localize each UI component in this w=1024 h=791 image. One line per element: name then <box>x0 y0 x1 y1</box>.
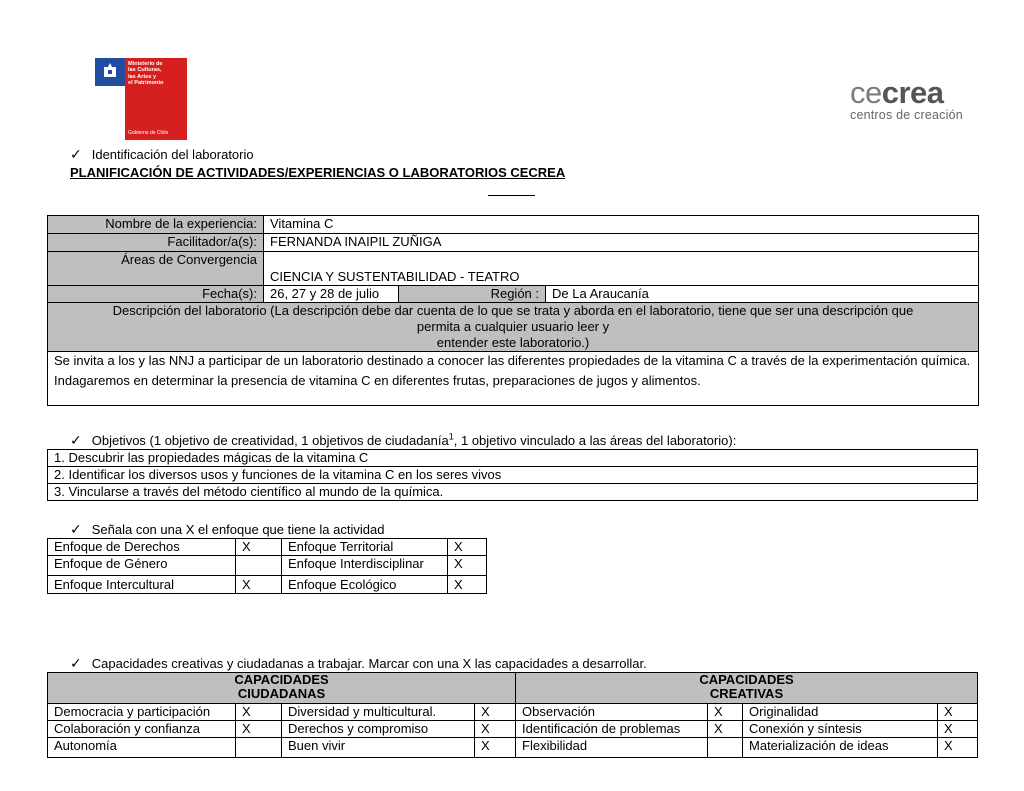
approach-heading: ✓ Señala con una X el enfoque que tiene la actividad <box>70 521 385 537</box>
areas-label: Áreas de Convergencia <box>48 252 264 286</box>
title-underline <box>488 195 535 196</box>
capacity-name: Materialización de ideas <box>743 738 938 758</box>
capacity-mark: X <box>475 738 516 758</box>
approach-name: Enfoque Interdisciplinar <box>282 556 448 576</box>
capacities-table <box>47 672 978 758</box>
capacity-name: Colaboración y confianza <box>48 721 236 738</box>
region-label: Región : <box>399 286 546 303</box>
approach-mark: X <box>448 556 487 576</box>
approach-mark: X <box>236 539 282 556</box>
checkmark-icon: ✓ <box>70 655 82 671</box>
region-value: De La Araucanía <box>546 286 979 303</box>
capacity-name: Buen vivir <box>282 738 475 758</box>
capacity-name: Observación <box>516 704 708 721</box>
date-label: Fecha(s): <box>48 286 264 303</box>
approach-name: Enfoque Territorial <box>282 539 448 556</box>
objective-item: 3. Vincularse a través del método científico al mundo de la química. <box>48 484 978 501</box>
capacity-mark: X <box>938 721 978 738</box>
facilitator-label: Facilitador/a(s): <box>48 234 264 252</box>
checkmark-icon: ✓ <box>70 146 82 162</box>
date-value: 26, 27 y 28 de julio <box>264 286 399 303</box>
approach-name: Enfoque Ecológico <box>282 576 448 594</box>
capacity-mark: X <box>475 721 516 738</box>
checkmark-icon: ✓ <box>70 521 82 537</box>
areas-value: CIENCIA Y SUSTENTABILIDAD - TEATRO <box>264 252 979 286</box>
approach-name: Enfoque Intercultural <box>48 576 236 594</box>
objectives-heading: ✓ Objetivos (1 objetivo de creatividad, 1 objetivos de ciudadanía$^1$, 1 objetivo vinculado a las áreas del laboratorio): <box>70 431 737 448</box>
capacity-name: Originalidad <box>743 704 938 721</box>
approach-mark <box>236 556 282 576</box>
coat-of-arms-icon <box>101 63 119 81</box>
facilitator-value: FERNANDA INAIPIL ZUÑIGA <box>264 234 979 252</box>
capacity-name: Flexibilidad <box>516 738 708 758</box>
description-label: Descripción del laboratorio (La descripción debe dar cuenta de lo que se trata y aborda en el laboratorio, tiene que ser una descripción que permita a cualquier usuario leer y entender este laboratorio.) <box>48 303 979 352</box>
citizen-capacities-header: CAPACIDADES CIUDADANAS <box>48 673 516 704</box>
objective-item: 2. Identificar los diversos usos y funciones de la vitamina C en los seres vivos <box>48 467 978 484</box>
approach-mark: X <box>448 539 487 556</box>
capacity-mark <box>236 738 282 758</box>
creative-capacities-header: CAPACIDADES CREATIVAS <box>516 673 978 704</box>
approach-mark: X <box>236 576 282 594</box>
ministry-name: Ministerio de las Culturas, las Artes y el Patrimonio <box>128 61 164 86</box>
approach-name: Enfoque de Derechos <box>48 539 236 556</box>
approach-table <box>47 538 487 594</box>
capacity-mark: X <box>708 721 743 738</box>
capacity-mark <box>708 738 743 758</box>
description-paragraph: Indagaremos en determinar la presencia de vitamina C en diferentes frutas, preparaciones de jugos y alimentos. <box>54 373 701 388</box>
capacity-name: Diversidad y multicultural. <box>282 704 475 721</box>
objectives-table <box>47 449 978 501</box>
objective-item: 1. Descubrir las propiedades mágicas de la vitamina C <box>48 450 978 467</box>
capacity-mark: X <box>236 721 282 738</box>
capacity-name: Identificación de problemas <box>516 721 708 738</box>
approach-name: Enfoque de Género <box>48 556 236 576</box>
capacity-name: Conexión y síntesis <box>743 721 938 738</box>
capacity-name: Autonomía <box>48 738 236 758</box>
government-logo <box>95 58 187 140</box>
section-heading: ✓ Identificación del laboratorio <box>70 146 254 162</box>
experience-label: Nombre de la experiencia: <box>48 216 264 234</box>
experience-value: Vitamina C <box>264 216 979 234</box>
capacity-mark: X <box>475 704 516 721</box>
cecrea-logo: cecrea centros de creación <box>850 76 970 122</box>
capacity-mark: X <box>236 704 282 721</box>
capacity-mark: X <box>938 704 978 721</box>
capacity-name: Democracia y participación <box>48 704 236 721</box>
description-text <box>48 352 979 406</box>
capacities-heading: ✓ Capacidades creativas y ciudadanas a trabajar. Marcar con una X las capacidades a desarrollar. <box>70 655 647 671</box>
description-paragraph: Se invita a los y las NNJ a participar de un laboratorio destinado a conocer las diferentes propiedades de la vitamina C a través de la experimentación química. <box>54 353 971 368</box>
cecrea-tagline: centros de creación <box>850 108 963 122</box>
capacity-mark: X <box>708 704 743 721</box>
capacity-mark: X <box>938 738 978 758</box>
capacity-name: Derechos y compromiso <box>282 721 475 738</box>
checkmark-icon: ✓ <box>70 432 82 448</box>
approach-mark: X <box>448 576 487 594</box>
info-table <box>47 215 979 406</box>
page-title: PLANIFICACIÓN DE ACTIVIDADES/EXPERIENCIAS O LABORATORIOS CECREA <box>70 165 566 180</box>
government-footer: Gobierno de Chile <box>128 130 169 136</box>
